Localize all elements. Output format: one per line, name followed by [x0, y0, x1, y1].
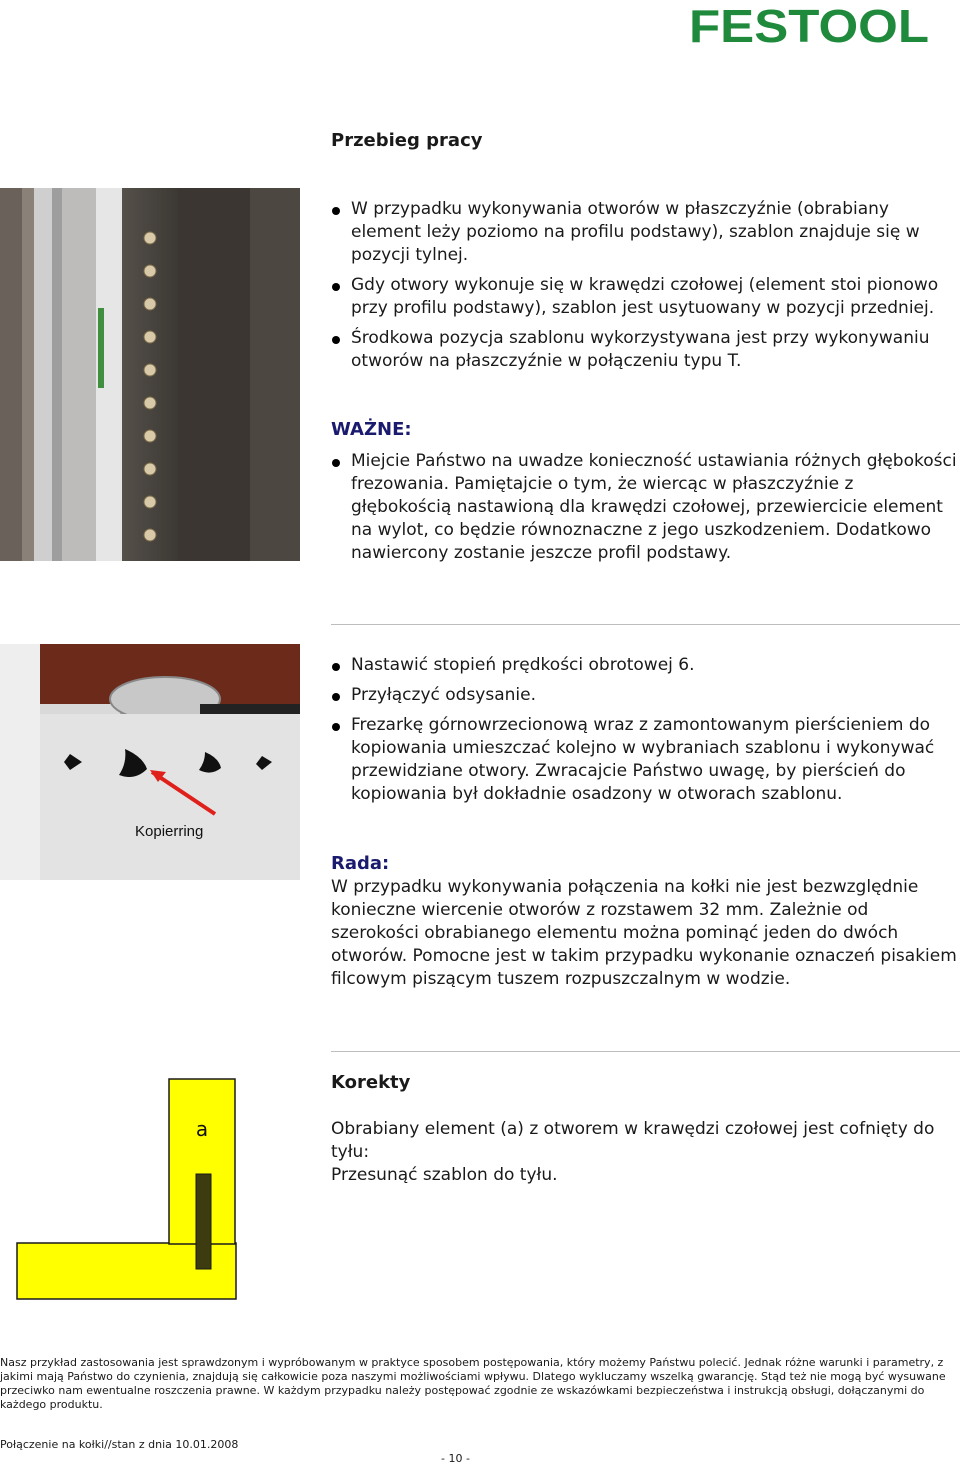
festool-logo: [686, 4, 932, 48]
tip-label: Rada:: [331, 853, 390, 874]
section-divider: [331, 1051, 960, 1052]
section-heading-workflow: Przebieg pracy: [331, 130, 483, 151]
page-number: - 10 -: [441, 1452, 470, 1465]
tip-text: W przypadku wykonywania połączenia na kołki nie jest bezwzględnie konieczne wiercenie otworów z rozstawem 32 mm. Zależnie od szerokości obrabianego elementu można pominąć jeden do dwóch otworów. Pomocne jest w takim przypadku wykonanie oznaczeń pisakiem filcowym piszącym tuszem rozpuszczalnym w wodzie.: [331, 877, 957, 989]
bullet-icon: [332, 663, 340, 671]
operation-bullets: [331, 654, 959, 813]
list-item: Gdy otwory wykonuje się w krawędzi czołowej (element stoi pionowo przy profilu podstawy), szablon jest usytuowany w pozycji przedniej.: [331, 274, 959, 320]
workflow-bullets: [331, 198, 959, 380]
bullet-icon: [332, 336, 340, 344]
copy-ring-label: Kopierring: [135, 823, 204, 840]
important-bullets: [331, 450, 959, 572]
bullet-icon: [332, 207, 340, 215]
important-label: WAŻNE:: [331, 419, 412, 440]
diagram-label-a: a: [195, 1117, 209, 1141]
list-item: Miejcie Państwo na uwadze konieczność ustawiania różnych głębokości frezowania. Pamiętajcie o tym, że wiercąc w płaszczyźnie z głębokością nastawioną dla krawędzi czołowej, przewiercicie element na wylot, co będzie równoznaczne z jego uszkodzeniem. Dodatkowo nawiercony zostanie jeszcze profil podstawy.: [331, 450, 959, 565]
bullet-icon: [332, 283, 340, 291]
bullet-icon: [332, 459, 340, 467]
template-photo: [0, 188, 300, 561]
document-reference: Połączenie na kołki//stan z dnia 10.01.2008: [0, 1438, 239, 1451]
correction-line: Przesunąć szablon do tyłu.: [331, 1165, 558, 1185]
correction-text: [331, 1118, 959, 1187]
list-item: W przypadku wykonywania otworów w płaszczyźnie (obrabiany element leży poziomo na profilu podstawy), szablon znajduje się w pozycji tylnej.: [331, 198, 959, 267]
list-item: Frezarkę górnowrzecionową wraz z zamontowanym pierścieniem do kopiowania umieszczać kolejno w wybraniach szablonu i wykonywać przewidziane otwory. Zwracajcie Państwo uwagę, by pierścień do kopiowania był dokładnie osadzony w otworach szablonu.: [331, 714, 959, 806]
list-item: Środkowa pozycja szablonu wykorzystywana jest przy wykonywaniu otworów na płaszczyźnie w połączeniu typu T.: [331, 327, 959, 373]
copy-ring-photo: [0, 644, 300, 880]
list-item: Przyłączyć odsysanie.: [331, 684, 959, 707]
bullet-icon: [332, 693, 340, 701]
list-item: Nastawić stopień prędkości obrotowej 6.: [331, 654, 959, 677]
section-heading-corrections: Korekty: [331, 1072, 411, 1093]
disclaimer-text: Nasz przykład zastosowania jest sprawdzonym i wypróbowanym w praktyce sposobem postępowania, który możemy Państwu polecić. Jednak różne warunki i parametry, z jakimi mają Państwo do czynienia, znajdują się całkowicie poza naszymi możliwościami wpływu. Dlatego wykluczamy wszelką gwarancję. Stąd też nie mogą być wysuwane przeciwko nam ewentualne roszczenia prawne. W każdym przypadku należy postępować zgodnie ze wskazówkami bezpieczeństwa i instrukcją obsługi, dołączanymi do każdego produktu.: [0, 1356, 946, 1411]
logo-wordmark: FESTOOL: [689, 4, 929, 48]
correction-line: Obrabiany element (a) z otworem w krawędzi czołowej jest cofnięty do tyłu:: [331, 1119, 935, 1162]
bullet-icon: [332, 723, 340, 731]
section-divider: [331, 624, 960, 625]
correction-diagram: [16, 1078, 238, 1300]
